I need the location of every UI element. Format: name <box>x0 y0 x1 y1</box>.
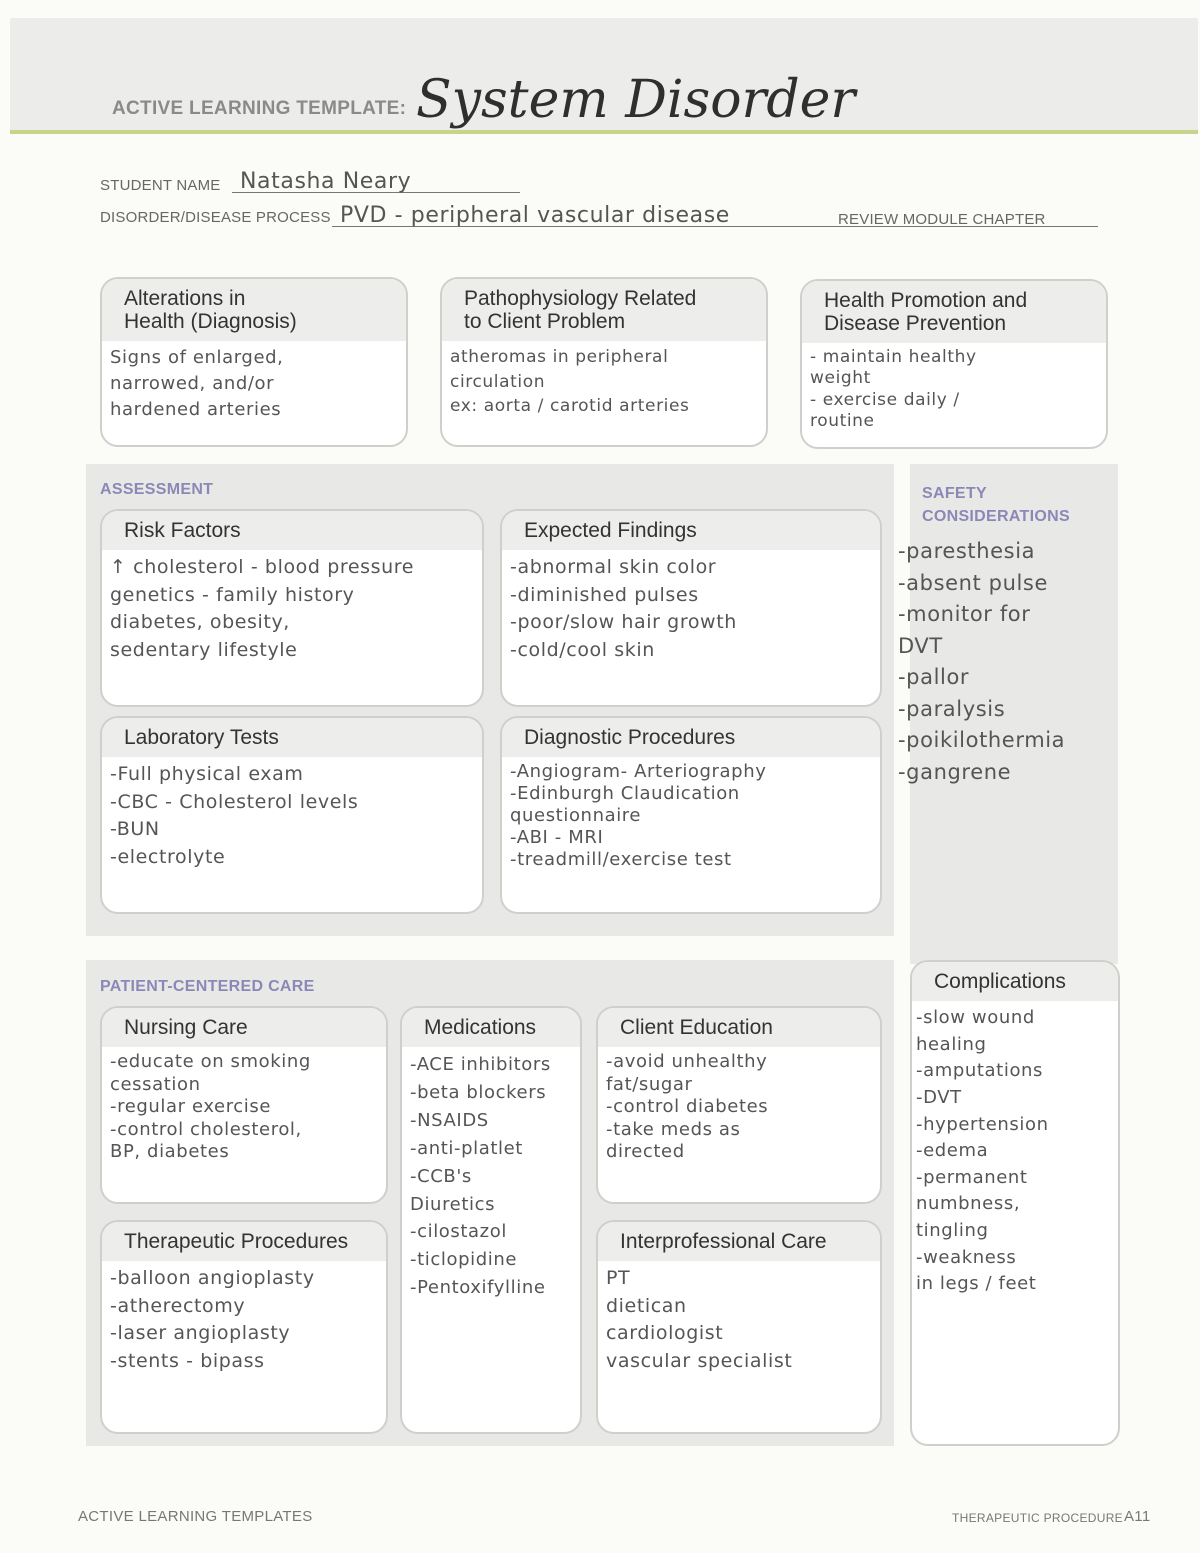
therapeutic-procedures-box <box>100 1220 388 1434</box>
safety-content[interactable]: -paresthesia -absent pulse -monitor for DVT -pallor -paralysis -poikilothermia -gangrene <box>898 539 1066 784</box>
laboratory-tests-box <box>100 716 484 914</box>
disorder-label: DISORDER/DISEASE PROCESS <box>100 209 331 226</box>
expected-findings-box <box>500 509 882 707</box>
pathophysiology-title: Pathophysiology Related to Client Problem <box>442 279 766 341</box>
review-module-label: REVIEW MODULE CHAPTER <box>838 211 1046 228</box>
health-promotion-box <box>800 279 1108 449</box>
alterations-content[interactable]: Signs of enlarged, narrowed, and/or hardened arteries <box>110 347 284 421</box>
diagnostic-procedures-content[interactable]: -Angiogram- Arteriography -Edinburgh Claudication questionnaire -ABI - MRI -treadmill/exercise test <box>510 761 767 870</box>
laboratory-tests-content[interactable]: -Full physical exam -CBC - Cholesterol levels -BUN -electrolyte <box>110 763 359 868</box>
alterations-title: Alterations in Health (Diagnosis) <box>102 279 406 341</box>
expected-findings-title: Expected Findings <box>502 511 880 550</box>
disorder-value[interactable]: PVD - peripheral vascular disease <box>340 203 730 228</box>
health-promotion-title: Health Promotion and Disease Prevention <box>802 281 1106 343</box>
footer-page-number: A11 <box>1124 1508 1151 1525</box>
complications-title: Complications <box>912 962 1118 1001</box>
risk-factors-title: Risk Factors <box>102 511 482 550</box>
therapeutic-procedures-title: Therapeutic Procedures <box>102 1222 386 1261</box>
footer-procedure-label: THERAPEUTIC PROCEDURE <box>952 1511 1123 1525</box>
risk-factors-box <box>100 509 484 707</box>
assessment-title: ASSESSMENT <box>100 481 214 498</box>
interprofessional-care-content[interactable]: PT dietican cardiologist vascular specialist <box>606 1267 793 1372</box>
client-education-box <box>596 1006 882 1204</box>
diagnostic-procedures-box <box>500 716 882 914</box>
alterations-box <box>100 277 408 447</box>
footer-left: ACTIVE LEARNING TEMPLATES <box>78 1508 313 1525</box>
complications-content[interactable]: -slow wound healing -amputations -DVT -hypertension -edema -permanent numbness, tingling -weakness in legs / feet <box>916 1007 1049 1295</box>
nursing-care-box <box>100 1006 388 1204</box>
laboratory-tests-title: Laboratory Tests <box>102 718 482 757</box>
medications-box <box>400 1006 582 1434</box>
therapeutic-procedures-content[interactable]: -balloon angioplasty -atherectomy -laser angioplasty -stents - bipass <box>110 1267 315 1372</box>
patient-care-title: PATIENT-CENTERED CARE <box>100 978 315 995</box>
client-education-title: Client Education <box>598 1008 880 1047</box>
template-title: System Disorder <box>416 70 856 130</box>
health-promotion-content[interactable]: - maintain healthy weight - exercise daily / routine <box>810 347 977 431</box>
nursing-care-content[interactable]: -educate on smoking cessation -regular exercise -control cholesterol, BP, diabetes <box>110 1051 311 1163</box>
student-name-value[interactable]: Natasha Neary <box>240 169 412 194</box>
safety-title: SAFETY CONSIDERATIONS <box>922 485 1070 526</box>
pathophysiology-box <box>440 277 768 447</box>
pathophysiology-content[interactable]: atheromas in peripheral circulation ex: aorta / carotid arteries <box>450 347 690 417</box>
complications-box <box>910 960 1120 1446</box>
medications-content[interactable]: -ACE inhibitors -beta blockers -NSAIDS -anti-platlet -CCB's Diuretics -cilostazol -ticlopidine -Pentoxifylline <box>410 1054 551 1299</box>
expected-findings-content[interactable]: -abnormal skin color -diminished pulses -poor/slow hair growth -cold/cool skin <box>510 556 737 661</box>
client-education-content[interactable]: -avoid unhealthy fat/sugar -control diabetes -take meds as directed <box>606 1051 769 1163</box>
student-name-label: STUDENT NAME <box>100 177 221 194</box>
nursing-care-title: Nursing Care <box>102 1008 386 1047</box>
interprofessional-care-title: Interprofessional Care <box>598 1222 880 1261</box>
medications-title: Medications <box>402 1008 580 1047</box>
diagnostic-procedures-title: Diagnostic Procedures <box>502 718 880 757</box>
risk-factors-content[interactable]: ↑ cholesterol - blood pressure genetics - family history diabetes, obesity, sedentary lifestyle <box>110 556 415 661</box>
template-label: ACTIVE LEARNING TEMPLATE: <box>112 98 407 119</box>
interprofessional-care-box <box>596 1220 882 1434</box>
